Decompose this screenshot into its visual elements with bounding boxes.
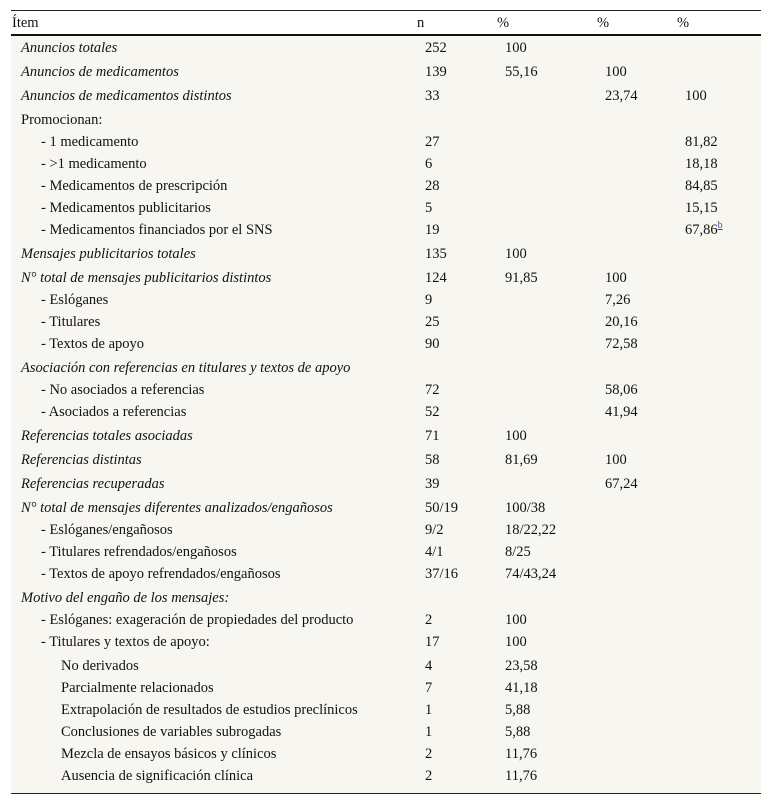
row-label: - Eslóganes: exageración de propiedades del producto	[41, 612, 354, 628]
row-label: No derivados	[61, 658, 139, 674]
cell-pct-2: 100	[605, 64, 627, 80]
table-row	[11, 37, 761, 59]
table-row	[11, 721, 761, 743]
table-row	[11, 219, 761, 241]
table-row	[11, 131, 761, 153]
cell-n: 4/1	[425, 544, 444, 560]
cell-n: 37/16	[425, 566, 459, 582]
data-table	[11, 10, 761, 794]
cell-n: 50/19	[425, 500, 459, 516]
cell-n: 4	[425, 658, 433, 674]
row-label: - Medicamentos publicitarios	[41, 200, 211, 216]
cell-n: 2	[425, 768, 433, 784]
row-label: - Textos de apoyo	[41, 336, 145, 352]
table-row	[11, 379, 761, 401]
table-row	[11, 541, 761, 563]
header-pct-3: %	[677, 15, 690, 31]
row-label: Parcialmente relacionados	[61, 680, 214, 696]
cell-pct-1: 23,58	[505, 658, 538, 674]
cell-n: 2	[425, 746, 433, 762]
cell-pct-2: 7,26	[605, 292, 631, 308]
cell-pct-3-value: 84,85	[685, 178, 718, 194]
row-label: - Titulares refrendados/engañosos	[41, 544, 237, 560]
table-row	[11, 655, 761, 677]
table-row	[11, 175, 761, 197]
cell-pct-1: 41,18	[505, 680, 538, 696]
row-label: Referencias recuperadas	[21, 476, 165, 492]
header-n: n	[417, 15, 425, 31]
table-row	[11, 289, 761, 311]
cell-pct-3-value: 100	[685, 88, 707, 104]
cell-pct-3	[685, 177, 718, 195]
table-row	[11, 243, 761, 265]
table-row	[11, 109, 761, 131]
cell-pct-3	[685, 155, 718, 173]
cell-pct-1: 55,16	[505, 64, 538, 80]
cell-n: 19	[425, 222, 440, 238]
row-label: Referencias distintas	[21, 452, 142, 468]
table-row	[11, 473, 761, 495]
row-label: Motivo del engaño de los mensajes:	[21, 590, 230, 606]
table-row	[11, 357, 761, 379]
table-row	[11, 699, 761, 721]
cell-pct-1: 100	[505, 246, 527, 262]
cell-n: 72	[425, 382, 440, 398]
row-label: - 1 medicamento	[41, 134, 139, 150]
footnote-link[interactable]: b	[717, 220, 723, 232]
cell-pct-1: 100	[505, 428, 527, 444]
cell-pct-1: 100	[505, 612, 527, 628]
cell-pct-1: 11,76	[505, 768, 538, 784]
cell-pct-1: 74/43,24	[505, 566, 557, 582]
cell-n: 2	[425, 612, 433, 628]
cell-pct-2: 41,94	[605, 404, 638, 420]
cell-n: 1	[425, 702, 433, 718]
row-label: Anuncios de medicamentos distintos	[21, 88, 232, 104]
header-pct-2: %	[597, 15, 610, 31]
cell-pct-2: 23,74	[605, 88, 638, 104]
header-pct-1: %	[497, 15, 510, 31]
cell-n: 139	[425, 64, 447, 80]
cell-pct-1: 5,88	[505, 724, 531, 740]
table-row	[11, 401, 761, 423]
header-item: Ítem	[12, 15, 39, 31]
cell-n: 90	[425, 336, 440, 352]
cell-n: 28	[425, 178, 440, 194]
cell-pct-3	[685, 199, 718, 217]
table-row	[11, 85, 761, 107]
table-row	[11, 587, 761, 609]
row-label: - Titulares	[41, 314, 101, 330]
cell-pct-2: 20,16	[605, 314, 638, 330]
cell-pct-2: 100	[605, 452, 627, 468]
row-label: - Medicamentos financiados por el SNS	[41, 222, 273, 238]
cell-pct-3-value: 81,82	[685, 134, 718, 150]
table-row	[11, 267, 761, 289]
cell-pct-1: 100/38	[505, 500, 546, 516]
cell-pct-2: 72,58	[605, 336, 638, 352]
cell-n: 6	[425, 156, 433, 172]
cell-n: 25	[425, 314, 440, 330]
row-label: - No asociados a referencias	[41, 382, 205, 398]
row-label: Anuncios totales	[21, 40, 118, 56]
cell-pct-3-value: 67,86	[685, 222, 718, 238]
row-label: Ausencia de significación clínica	[61, 768, 254, 784]
cell-pct-1: 11,76	[505, 746, 538, 762]
row-label: Conclusiones de variables subrogadas	[61, 724, 282, 740]
cell-pct-2: 58,06	[605, 382, 638, 398]
cell-n: 1	[425, 724, 433, 740]
cell-n: 58	[425, 452, 440, 468]
table-row	[11, 519, 761, 541]
cell-n: 39	[425, 476, 440, 492]
row-label: Asociación con referencias en titulares y textos de apoyo	[21, 360, 351, 376]
cell-pct-3	[685, 87, 707, 105]
row-label: - Medicamentos de prescripción	[41, 178, 228, 194]
table-row	[11, 631, 761, 653]
cell-pct-1: 91,85	[505, 270, 538, 286]
table-row	[11, 743, 761, 765]
cell-pct-1: 18/22,22	[505, 522, 557, 538]
cell-n: 52	[425, 404, 440, 420]
cell-pct-3-value: 18,18	[685, 156, 718, 172]
cell-n: 135	[425, 246, 447, 262]
row-label: Mensajes publicitarios totales	[21, 246, 196, 262]
table-row	[11, 449, 761, 471]
cell-pct-2: 100	[605, 270, 627, 286]
table-row	[11, 197, 761, 219]
cell-n: 124	[425, 270, 447, 286]
cell-n: 17	[425, 634, 440, 650]
cell-pct-3	[685, 133, 718, 151]
row-label: Mezcla de ensayos básicos y clínicos	[61, 746, 277, 762]
table-row	[11, 425, 761, 447]
table-row	[11, 563, 761, 585]
row-label: - >1 medicamento	[41, 156, 147, 172]
cell-n: 252	[425, 40, 447, 56]
cell-pct-2: 67,24	[605, 476, 638, 492]
cell-n: 27	[425, 134, 440, 150]
cell-pct-1: 100	[505, 634, 527, 650]
cell-pct-1: 100	[505, 40, 527, 56]
table-row	[11, 153, 761, 175]
row-label: - Eslóganes/engañosos	[41, 522, 173, 538]
table-row	[11, 333, 761, 355]
table-row	[11, 311, 761, 333]
cell-pct-1: 5,88	[505, 702, 531, 718]
table-row	[11, 609, 761, 631]
row-label: - Eslóganes	[41, 292, 109, 308]
cell-pct-3-value: 15,15	[685, 200, 718, 216]
row-label: Extrapolación de resultados de estudios preclínicos	[61, 702, 358, 718]
cell-pct-1: 81,69	[505, 452, 538, 468]
cell-n: 9/2	[425, 522, 444, 538]
row-label: Referencias totales asociadas	[21, 428, 193, 444]
row-label: N° total de mensajes diferentes analizados/engañosos	[21, 500, 333, 516]
cell-pct-3	[685, 221, 723, 239]
cell-n: 33	[425, 88, 440, 104]
cell-n: 7	[425, 680, 433, 696]
table-row	[11, 61, 761, 83]
cell-n: 5	[425, 200, 433, 216]
table-row	[11, 677, 761, 699]
row-label: Anuncios de medicamentos	[21, 64, 179, 80]
row-label: - Asociados a referencias	[41, 404, 187, 420]
cell-n: 71	[425, 428, 440, 444]
table-header	[11, 11, 761, 36]
row-label: - Textos de apoyo refrendados/engañosos	[41, 566, 281, 582]
row-label: N° total de mensajes publicitarios distintos	[21, 270, 272, 286]
row-label: - Titulares y textos de apoyo:	[41, 634, 210, 650]
table-row	[11, 497, 761, 519]
cell-n: 9	[425, 292, 433, 308]
row-label: Promocionan:	[21, 112, 103, 128]
table-row	[11, 765, 761, 787]
cell-pct-1: 8/25	[505, 544, 531, 560]
